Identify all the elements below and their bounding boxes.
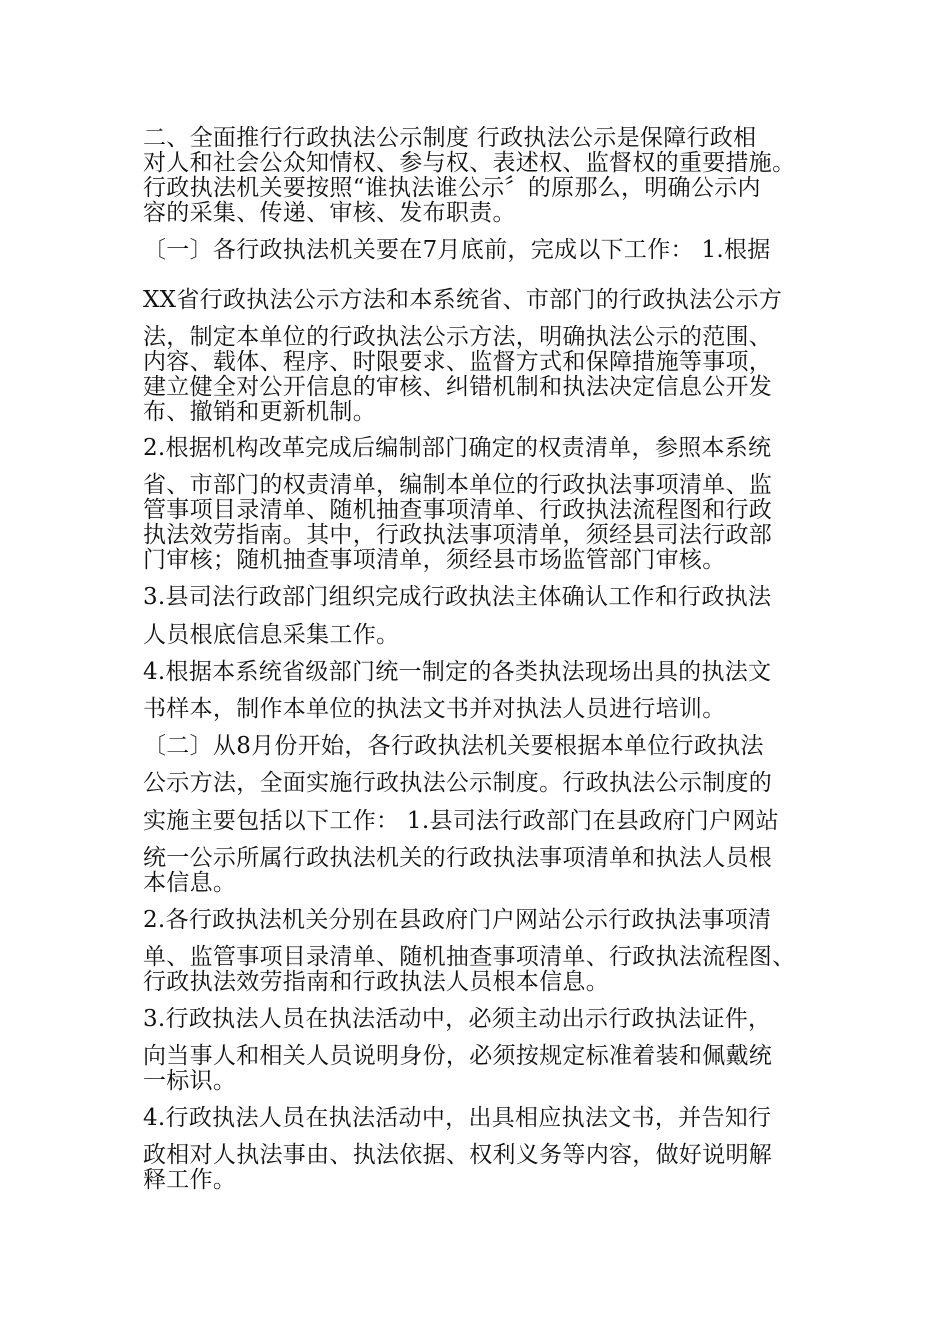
text-line: 3.县司法行政部门组织完成行政执法主体确认工作和行政执法 [143, 584, 772, 610]
text-line: 对人和社会公众知情权、参与权、表述权、监督权的重要措施。 [143, 150, 796, 176]
text-line: 4.根据本系统省级部门统一制定的各类执法现场出具的执法文 [143, 659, 772, 685]
text-line: 人员根底信息采集工作。 [143, 622, 400, 648]
text-line: 建立健全对公开信息的审核、纠错机制和执法决定信息公开发 [143, 374, 773, 400]
text-line: 政相对人执法事由、执法依据、权利义务等内容，做好说明解 [143, 1142, 773, 1168]
text-line: 容的采集、传递、审核、发布职责。 [143, 200, 516, 226]
text-line: 管事项目录清单、随机抽查事项清单、行政执法流程图和行政 [143, 497, 773, 523]
text-line: 统一公示所属行政执法机关的行政执法事项清单和执法人员根 [143, 845, 773, 871]
text-line: 本信息。 [143, 870, 237, 896]
text-line: 单、监管事项目录清单、随机抽查事项清单、行政执法流程图、 [143, 944, 796, 970]
text-line: 释工作。 [143, 1167, 237, 1193]
text-line: 向当事人和相关人员说明身份，必须按规定标准着装和佩戴统 [143, 1043, 773, 1069]
text-line: 省、市部门的权责清单，编制本单位的行政执法事项清单、监 [143, 472, 773, 498]
text-line: 4.行政执法人员在执法活动中，出具相应执法文书，并告知行 [143, 1105, 772, 1131]
text-line: 门审核；随机抽查事项清单，须经县市场监管部门审核。 [143, 547, 726, 573]
text-line: 3.行政执法人员在执法活动中，必须主动出示行政执法证件， [143, 1006, 772, 1032]
text-line: 2.各行政执法机关分别在县政府门户网站公示行政执法事项清 [143, 907, 772, 933]
text-line: 一标识。 [143, 1068, 237, 1094]
text-line: 二、全面推行行政执法公示制度 行政执法公示是保障行政相 [143, 125, 757, 151]
text-line: 行政执法机关要按照“谁执法谁公示〞的原那么，明确公示内 [143, 175, 761, 201]
text-line: 行政执法效劳指南和行政执法人员根本信息。 [143, 969, 609, 995]
text-line: 内容、载体、程序、时限要求、监督方式和保障措施等事项， [143, 349, 773, 375]
text-line: 执法效劳指南。其中，行政执法事项清单，须经县司法行政部 [143, 522, 773, 548]
text-line: 公示方法，全面实施行政执法公示制度。行政执法公示制度的 [143, 770, 773, 796]
text-line: 2.根据机构改革完成后编制部门确定的权责清单，参照本系统 [143, 435, 772, 461]
text-line: 〔二〕从8月份开始，各行政执法机关要根据本单位行政执法 [143, 733, 764, 759]
text-line: 书样本，制作本单位的执法文书并对执法人员进行培训。 [143, 696, 726, 722]
text-line: 布、撤销和更新机制。 [143, 399, 376, 425]
text-line: 〔一〕各行政执法机关要在7月底前，完成以下工作： 1.根据 [143, 237, 771, 263]
text-line: XX省行政执法公示方法和本系统省、市部门的行政执法公示方 [143, 287, 783, 313]
text-line: 实施主要包括以下工作： 1.县司法行政部门在县政府门户网站 [143, 808, 779, 834]
text-line: 法，制定本单位的行政执法公示方法，明确执法公示的范围、 [143, 324, 773, 350]
